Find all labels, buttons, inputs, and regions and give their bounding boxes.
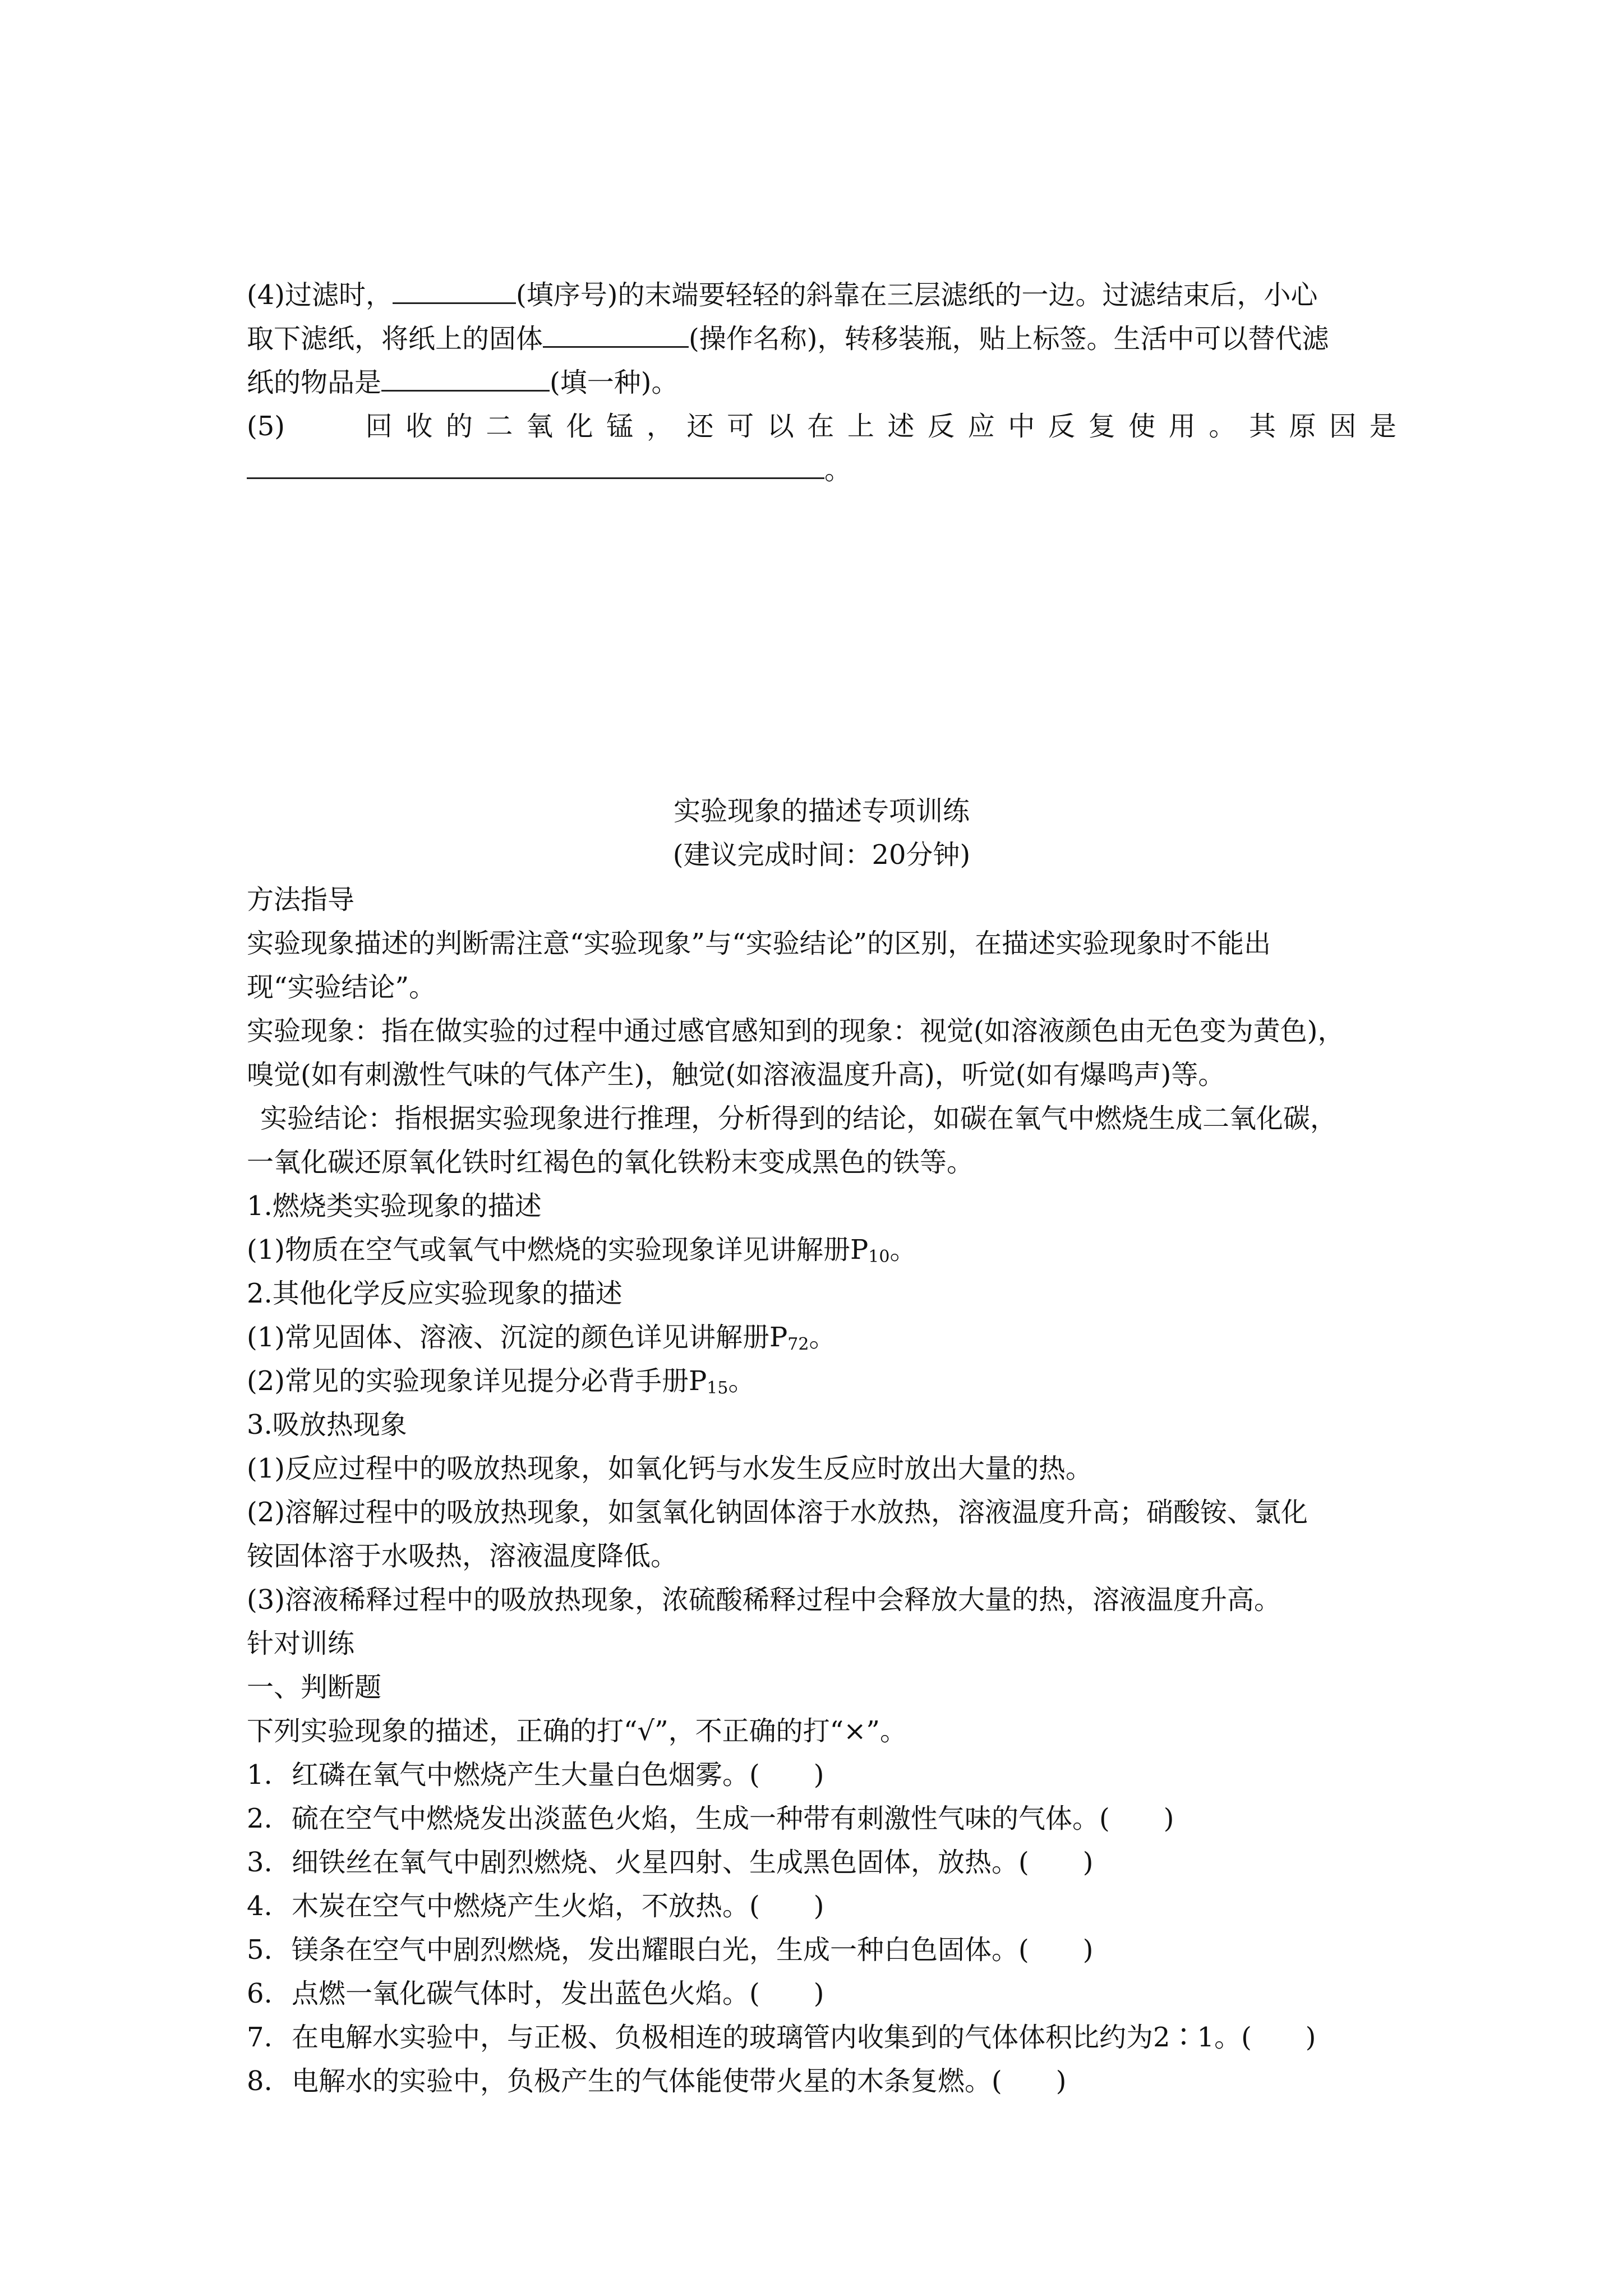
q4-text: (4)过滤时， <box>247 279 393 311</box>
q5-char: 使 <box>1128 411 1156 442</box>
q5-char: 以 <box>767 411 794 442</box>
q5-char: 是 <box>1369 411 1396 442</box>
method-p3-line1: 实验结论：指根据实验现象进行推理，分析得到的结论，如碳在氧气中燃烧生成二氧化碳， <box>260 1103 1338 1134</box>
section-2-heading: 2.其他化学反应实验现象的描述 <box>247 1278 623 1309</box>
item-text: 电解水的实验中，负极产生的气体能使带火星的木条复燃。( ) <box>292 2065 1067 2097</box>
section-3-item-1: (1)反应过程中的吸放热现象，如氧化钙与水发生反应时放出大量的热。 <box>247 1453 1092 1484</box>
section-1-heading: 1.燃烧类实验现象的描述 <box>247 1190 542 1222</box>
q5-char: 原 <box>1289 411 1316 442</box>
q5-char: 述 <box>887 411 915 442</box>
q5-char: 其 <box>1249 411 1276 442</box>
item-text: (2)常见的实验现象详见提分必背手册P <box>247 1365 707 1397</box>
q5-char: 可 <box>727 411 754 442</box>
page-subscript: 15 <box>707 1378 728 1398</box>
section-1-item-1 <box>247 1228 1396 1278</box>
q5-char: ， <box>646 411 674 442</box>
q5-char: 在 <box>807 411 834 442</box>
item-number: 1. <box>247 1759 273 1791</box>
list-item <box>247 1841 1396 1884</box>
section-2-item-1 <box>247 1316 1396 1366</box>
item-text: 在电解水实验中，与正极、负极相连的玻璃管内收集到的气体体积比约为2∶1。( ) <box>292 2022 1316 2053</box>
q5-char: 反 <box>1048 411 1075 442</box>
item-end: 。 <box>809 1322 836 1353</box>
item-text: 镁条在空气中剧烈燃烧，发出耀眼白光，生成一种白色固体。( ) <box>292 1934 1094 1966</box>
list-item <box>247 2016 1396 2059</box>
method-heading: 方法指导 <box>247 884 355 915</box>
list-item <box>247 1797 1396 1840</box>
practice-part-1: 一、判断题 <box>247 1672 382 1703</box>
page-subscript: 10 <box>868 1247 890 1267</box>
answer-blank[interactable] <box>381 363 550 392</box>
q5-char: 应 <box>967 411 995 442</box>
q5-char: 复 <box>1088 411 1115 442</box>
item-text: 木炭在空气中燃烧产生火焰，不放热。( ) <box>292 1890 824 1922</box>
q4-text: (操作名称)，转移装瓶，贴上标签。生活中可以替代滤 <box>689 323 1329 355</box>
list-item <box>247 1754 1396 1796</box>
q5-char: 中 <box>1008 411 1035 442</box>
list-item <box>247 1972 1396 2015</box>
item-number: 5. <box>247 1934 273 1966</box>
item-text: (1)常见固体、溶液、沉淀的颜色详见讲解册P <box>247 1322 788 1353</box>
practice-heading: 针对训练 <box>247 1628 355 1659</box>
q4-line-1 <box>247 274 1396 316</box>
q4-text: (填序号)的末端要轻轻的斜靠在三层滤纸的一边。过滤结束后，小心 <box>516 279 1318 311</box>
method-p3-line2: 一氧化碳还原氧化铁时红褐色的氧化铁粉末变成黑色的铁等。 <box>247 1147 974 1178</box>
list-item <box>247 1885 1396 1927</box>
section-2-item-2 <box>247 1360 1396 1410</box>
item-number: 6. <box>247 1978 273 2009</box>
item-number: 3. <box>247 1847 273 1878</box>
q4-line-3 <box>247 361 1396 404</box>
section-3-item-2-line2: 铵固体溶于水吸热，溶液温度降低。 <box>247 1540 678 1572</box>
q5-char: 。 <box>1209 411 1236 442</box>
q5-line-1 <box>247 405 1396 448</box>
q5-spread-text <box>247 405 1396 448</box>
item-text: 红磷在氧气中燃烧产生大量白色烟雾。( ) <box>292 1759 824 1791</box>
q5-char: 用 <box>1168 411 1196 442</box>
answer-blank[interactable] <box>543 319 689 348</box>
page-subscript: 72 <box>787 1335 809 1354</box>
item-number: 2. <box>247 1803 273 1834</box>
q5-char: 还 <box>686 411 714 442</box>
item-number: 8. <box>247 2065 273 2097</box>
page-subtitle: (建议完成时间：20分钟) <box>672 839 971 871</box>
item-text: 硫在空气中燃烧发出淡蓝色火焰，生成一种带有刺激性气味的气体。( ) <box>292 1803 1174 1834</box>
item-text: 点燃一氧化碳气体时，发出蓝色火焰。( ) <box>292 1978 824 2009</box>
answer-blank[interactable] <box>393 275 516 304</box>
q5-char: 化 <box>566 411 593 442</box>
item-end: 。 <box>889 1234 917 1266</box>
q5-char: 回 <box>365 411 393 442</box>
q5-char: 锰 <box>606 411 634 442</box>
method-p2-line1: 实验现象：指在做实验的过程中通过感官感知到的现象：视觉(如溶液颜色由无色变为黄色)， <box>247 1015 1345 1047</box>
practice-instruction: 下列实验现象的描述，正确的打“√”，不正确的打“×”。 <box>247 1715 907 1747</box>
item-number: 7. <box>247 2022 273 2053</box>
section-3-heading: 3.吸放热现象 <box>247 1409 407 1441</box>
q4-text: 取下滤纸，将纸上的固体 <box>247 323 543 355</box>
page-title: 实验现象的描述专项训练 <box>673 795 970 827</box>
q5-end: 。 <box>824 454 852 486</box>
item-number: 4. <box>247 1890 273 1922</box>
section-3-item-2-line1: (2)溶解过程中的吸放热现象，如氢氧化钠固体溶于水放热，溶液温度升高；硝酸铵、氯化 <box>247 1497 1308 1528</box>
section-3-item-3: (3)溶液稀释过程中的吸放热现象，浓硫酸稀释过程中会释放大量的热，溶液温度升高。 <box>247 1584 1281 1616</box>
q5-number: (5) <box>247 411 285 442</box>
q4-text: 纸的物品是 <box>247 367 382 398</box>
q5-char: 二 <box>486 411 513 442</box>
q5-char: 收 <box>405 411 433 442</box>
q5-char: 上 <box>847 411 874 442</box>
q5-char: 氧 <box>526 411 554 442</box>
method-p1-line1: 实验现象描述的判断需注意“实验现象”与“实验结论”的区别，在描述实验现象时不能出 <box>247 928 1271 959</box>
list-item <box>247 1929 1396 1971</box>
answer-blank[interactable] <box>247 450 824 479</box>
method-p1-line2: 现“实验结论”。 <box>247 972 436 1003</box>
q5-char: 的 <box>445 411 473 442</box>
q5-line-2 <box>247 449 1396 491</box>
item-text: (1)物质在空气或氧气中燃烧的实验现象详见讲解册P <box>247 1234 869 1266</box>
item-text: 细铁丝在氧气中剧烈燃烧、火星四射、生成黑色固体，放热。( ) <box>292 1847 1094 1878</box>
q4-line-2 <box>247 318 1396 360</box>
method-p2-line2: 嗅觉(如有刺激性气味的气体产生)，触觉(如溶液温度升高)，听觉(如有爆鸣声)等。 <box>247 1059 1225 1091</box>
item-end: 。 <box>728 1365 755 1397</box>
q5-char: 因 <box>1329 411 1357 442</box>
q5-char: 反 <box>928 411 955 442</box>
q4-text: (填一种)。 <box>550 367 679 398</box>
list-item <box>247 2060 1396 2102</box>
